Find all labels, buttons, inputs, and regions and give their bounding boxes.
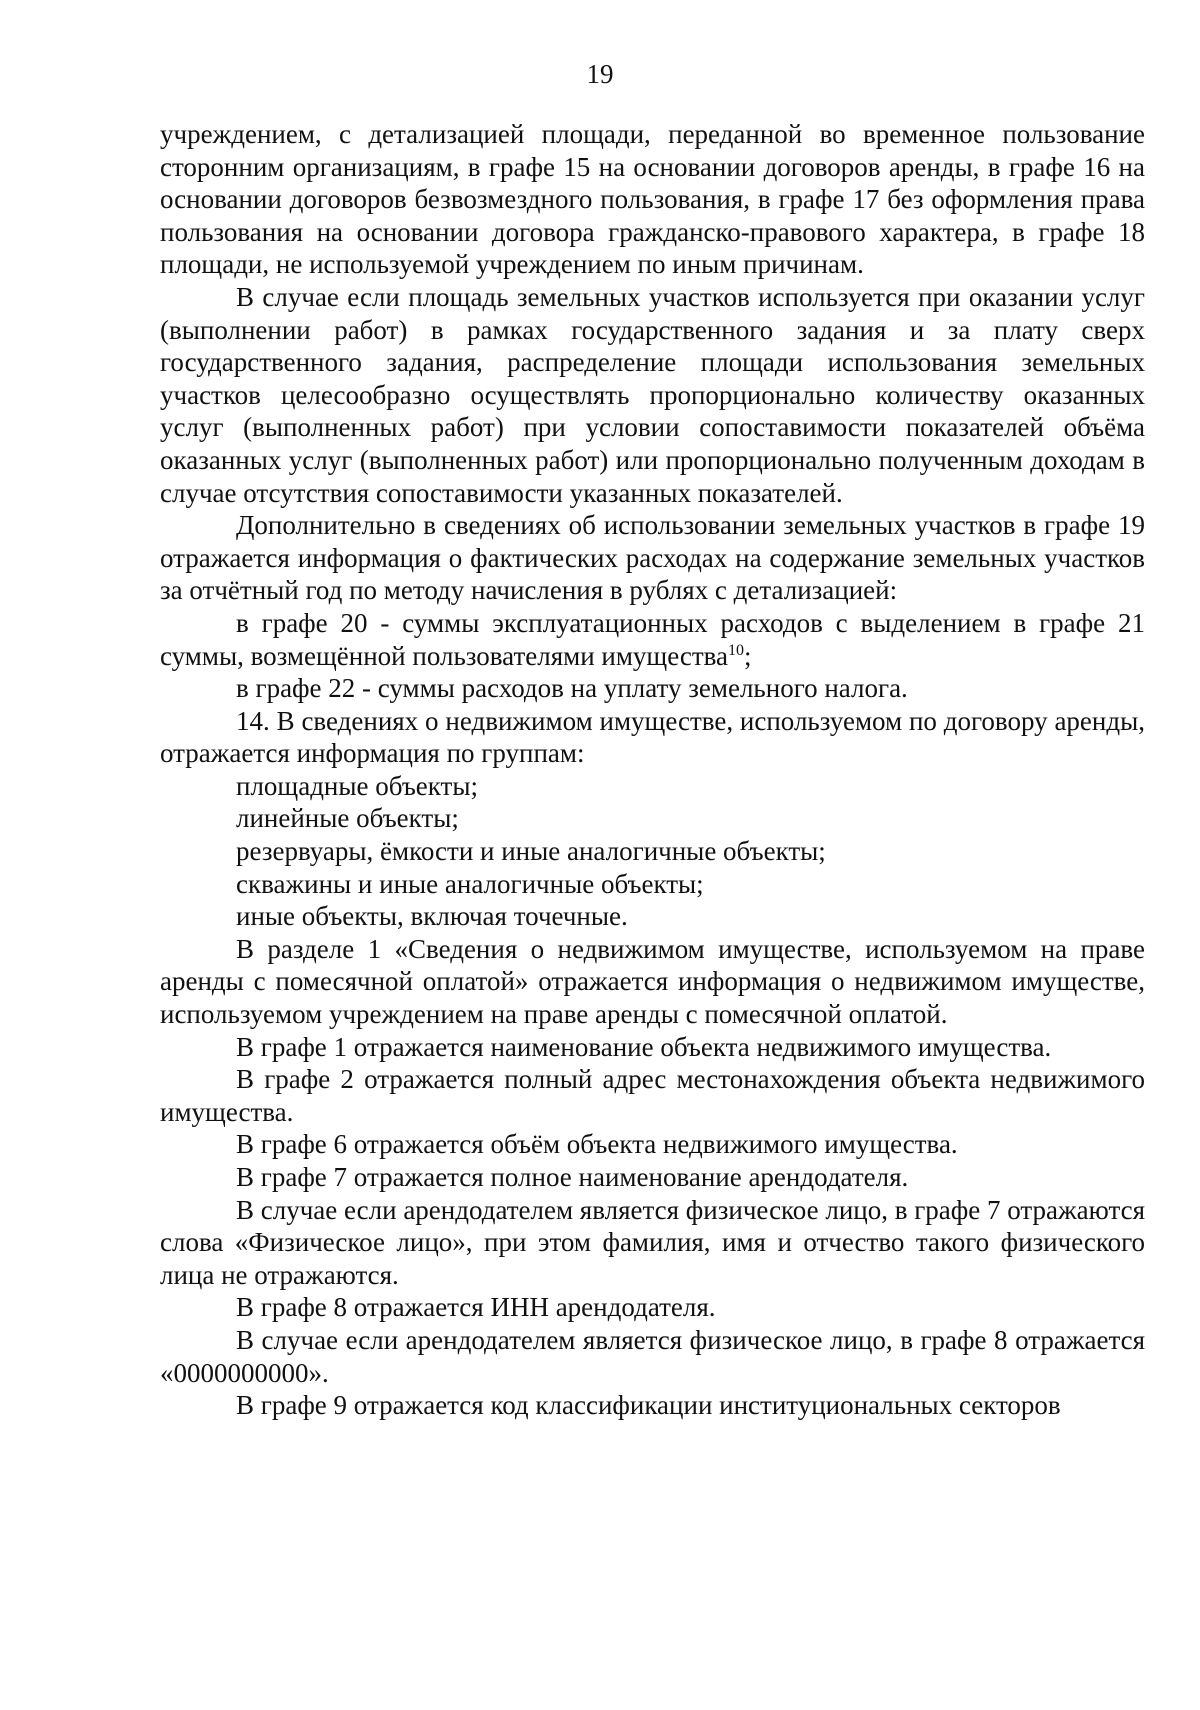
list-item: линейные объекты;: [236, 803, 459, 834]
list-item: площадные объекты;: [236, 770, 478, 801]
paragraph-land-distribution: В случае если площадь земельных участков используется при оказании услуг (выполнении работ) в рамках государственного задания и за плату сверх государственного задания, распределение площади использования земельных участков целесообразно осуществлять пропорционально количеству оказанных услуг (выполненных работ) при условии сопоставимости показателей объёма оказанных услуг (выполненных работ) или пропорционально полученным доходам в случае отсутствия сопоставимости указанных показателей.: [160, 281, 1145, 508]
paragraph-continuation: учреждением, с детализацией площади, переданной во временное пользование сторонним организациям, в графе 15 на основании договоров аренды, в графе 16 на основании договоров безвозмездного пользования, в графе 17 без оформления права пользования на основании договора гражданско-правового характера, в графе 18 площади, не используемой учреждением по иным причинам.: [160, 119, 1145, 280]
paragraph-column-20: [160, 607, 1145, 672]
paragraph-section-1: В разделе 1 «Сведения о недвижимом имуществе, используемом на праве аренды с помесячной оплатой» отражается информация о недвижимом имуществе, используемом учреждением на праве аренды с помесячной оплатой.: [160, 933, 1145, 1030]
paragraph-column-8-individual: В случае если арендодателем является физическое лицо, в графе 8 отражается «0000000000».: [160, 1324, 1145, 1388]
paragraph-column-7: В графе 7 отражается полное наименование арендодателя.: [236, 1162, 909, 1192]
paragraph-column-20-text: в графе 20 - суммы эксплуатационных расходов с выделением в графе 21 суммы, возмещённой пользователями имущества: [160, 607, 1145, 671]
footnote-ref: 10: [728, 641, 745, 659]
paragraph-land-expenses: Дополнительно в сведениях об использовании земельных участков в графе 19 отражается информация о фактических расходах на содержание земельных участков за отчётный год по методу начисления в рублях с детализацией:: [160, 510, 1145, 606]
paragraph-column-1: В графе 1 отражается наименование объекта недвижимого имущества.: [236, 1031, 1052, 1062]
list-item: резервуары, ёмкости и иные аналогичные объекты;: [236, 836, 826, 867]
paragraph-column-7-individual: В случае если арендодателем является физическое лицо, в графе 7 отражаются слова «Физическое лицо», при этом фамилия, имя и отчество такого физического лица не отражаются.: [160, 1194, 1146, 1290]
paragraph-column-2: В графе 2 отражается полный адрес местонахождения объекта недвижимого имущества.: [160, 1064, 1145, 1127]
document-body: [160, 118, 1145, 1422]
paragraph-column-8: В графе 8 отражается ИНН арендодателя.: [236, 1292, 716, 1323]
list-item: скважины и иные аналогичные объекты;: [236, 868, 704, 899]
paragraph-column-22: в графе 22 - суммы расходов на уплату земельного налога.: [236, 673, 908, 704]
paragraph-section-14: 14. В сведениях о недвижимом имуществе, используемом по договору аренды, отражается информация по группам:: [160, 705, 1145, 769]
paragraph-column-20-tail: ;: [744, 640, 752, 671]
page-number: 19: [586, 59, 614, 89]
paragraph-column-9: В графе 9 отражается код классификации институциональных секторов: [236, 1390, 1061, 1421]
paragraph-column-6: В графе 6 отражается объём объекта недвижимого имущества.: [236, 1129, 958, 1160]
list-item: иные объекты, включая точечные.: [236, 901, 628, 932]
